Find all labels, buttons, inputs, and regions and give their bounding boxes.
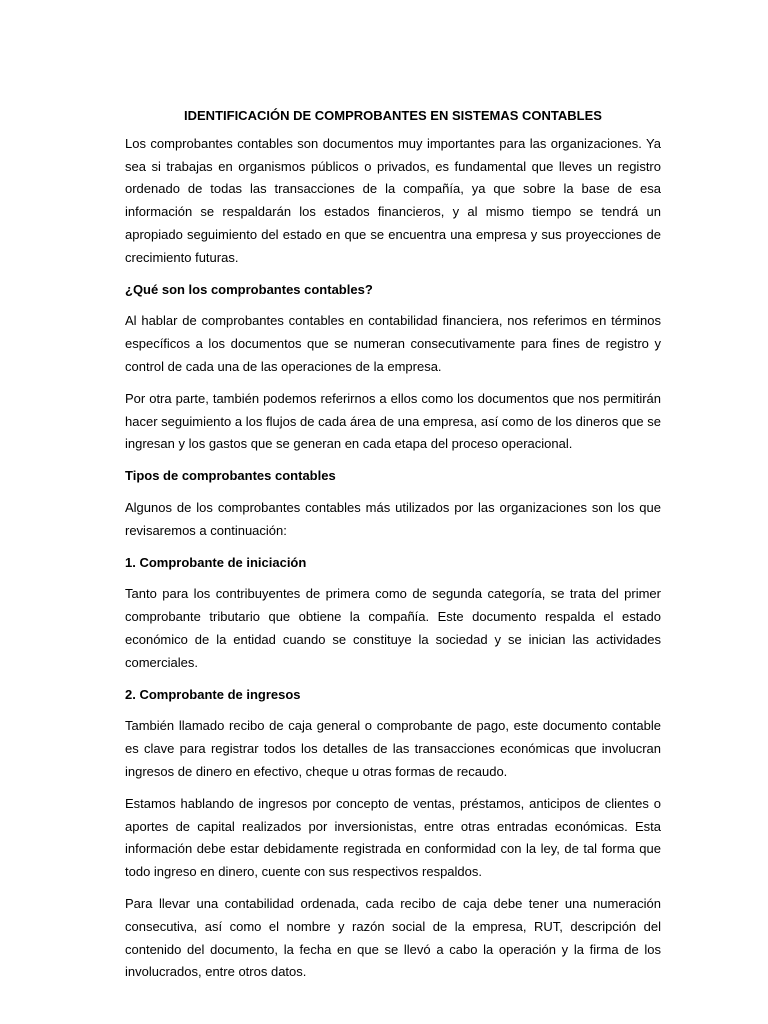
heading-iniciacion: 1. Comprobante de iniciación: [125, 554, 307, 570]
paragraph-definicion: Al hablar de comprobantes contables en contabilidad financiera, nos referimos en términos específicos a los documentos que se numeran consecutivamente para fines de registro y control de cada una de las operaciones de la empresa.: [125, 313, 661, 374]
heading-ingresos: 2. Comprobante de ingresos: [125, 686, 301, 702]
document-body: [125, 105, 661, 993]
paragraph-iniciacion: Tanto para los contribuyentes de primera como de segunda categoría, se trata del primer comprobante tributario que obtiene la compañía. Este documento respalda el estado económico de la entidad cuando se constituye la sociedad y se inician las actividades comerciales.: [125, 586, 661, 670]
paragraph-seguimiento: Por otra parte, también podemos referirnos a ellos como los documentos que nos permitirán hacer seguimiento a los flujos de cada área de una empresa, así como de los dineros que se ingresan y los gastos que se generan en cada etapa del proceso operacional.: [125, 390, 661, 452]
paragraph-ingresos: También llamado recibo de caja general o comprobante de pago, este documento contable es clave para registrar todos los detalles de las transacciones económicas que involucran ingresos de dinero en efectivo, cheque u otras formas de recaudo.: [125, 718, 661, 779]
document-title: IDENTIFICACIÓN DE COMPROBANTES EN SISTEMAS CONTABLES: [184, 108, 602, 123]
paragraph-intro: Los comprobantes contables son documentos muy importantes para las organizaciones. Ya sea si trabajas en organismos públicos o privados, es fundamental que lleves un registro ordenado de todas las transacciones de la compañía, ya que sobre la base de esa información se respaldarán los estados financieros, y al mismo tiempo se tendrá un apropiado seguimiento del estado en que se encuentra una empresa y sus proyecciones de crecimiento futuras.: [125, 135, 661, 265]
paragraph-ingresos-conceptos: Estamos hablando de ingresos por concepto de ventas, préstamos, anticipos de clientes o aportes de capital realizados por inversionistas, entre otras entradas económicas. Esta información debe estar debidamente registrada en conformidad con la ley, de tal forma que todo ingreso en dinero, cuente con sus respectivos respaldos.: [125, 795, 661, 880]
paragraph-tipos-intro: Algunos de los comprobantes contables más utilizados por las organizaciones son los que revisaremos a continuación:: [125, 499, 661, 538]
heading-que-son: ¿Qué son los comprobantes contables?: [125, 281, 373, 297]
paragraph-recibo-caja: Para llevar una contabilidad ordenada, cada recibo de caja debe tener una numeración consecutiva, así como el nombre y razón social de la empresa, RUT, descripción del contenido del documento, la fecha en que se llevó a cabo la operación y la firma de los involucrados, entre otros datos.: [125, 895, 661, 980]
heading-tipos: Tipos de comprobantes contables: [125, 468, 336, 484]
